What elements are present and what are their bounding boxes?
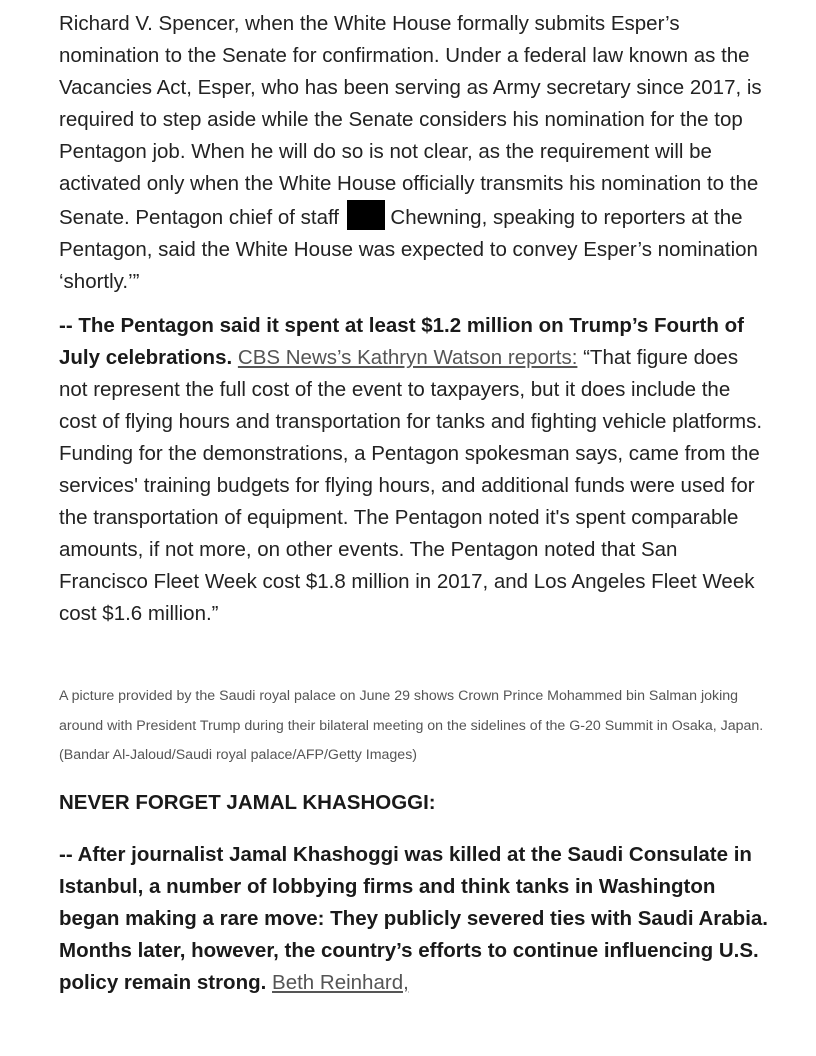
paragraph-fourth-of-july-cost bbox=[59, 310, 769, 630]
paragraph-lead-bold: -- After journalist Jamal Khashoggi was killed at the Saudi Consulate in Istanbul, a number of lobbying firms and think tanks in Washington began making a rare move: They publicly severed ties with Saudi Arabia. Months later, however, the country’s efforts to continue influencing U.S. policy remain strong. bbox=[59, 843, 769, 994]
beth-reinhard-link[interactable]: Beth Reinhard, bbox=[272, 971, 409, 994]
paragraph-khashoggi bbox=[59, 839, 769, 999]
paragraph-text: Richard V. Spencer, when the White House formally submits Esper’s nomination to the Senate for confirmation. Under a federal law known as the Vacancies Act, Esper, who has been serving as Army secretary since 2017, is required to step aside while the Senate considers his nomination for the top Pentagon job. When he will do so is not clear, as the requirement will be activated only when the White House officially transmits his nomination to the Senate. Pentagon chief of staff bbox=[59, 12, 762, 229]
paragraph-lead-bold: -- The Pentagon said it spent at least $1.2 million on Trump’s Fourth of July celebrations. bbox=[59, 314, 744, 369]
redaction-block bbox=[347, 200, 385, 230]
section-heading: NEVER FORGET JAMAL KHASHOGGI: bbox=[59, 790, 436, 814]
paragraph-text: Chewning, speaking to reporters at the Pentagon, said the White House was expected to convey Esper’s nomination ‘shortly.’” bbox=[59, 206, 758, 293]
article-body bbox=[59, 8, 769, 999]
cbs-news-link[interactable]: CBS News’s Kathryn Watson reports: bbox=[237, 346, 578, 369]
paragraph-esper-nomination bbox=[59, 8, 769, 298]
paragraph-quote: “That figure does not represent the full cost of the event to taxpayers, but it does include the cost of flying hours and transportation for tanks and fighting vehicle platforms. Funding for the demonstrations, a Pentagon spokesman says, came from the services' training budgets for flying hours, and additional funds were used for the transportation of equipment. The Pentagon noted it's spent comparable amounts, if not more, on other events. The Pentagon noted that San Francisco Fleet Week cost $1.8 million in 2017, and Los Angeles Fleet Week cost $1.6 million.” bbox=[59, 346, 763, 625]
photo-caption: A picture provided by the Saudi royal palace on June 29 shows Crown Prince Mohammed bin Salman joking around with President Trump during their bilateral meeting on the sidelines of the G-20 Summit in Osaka, Japan. (Bandar Al-Jaloud/Saudi royal palace/AFP/Getty Images) bbox=[59, 688, 764, 763]
